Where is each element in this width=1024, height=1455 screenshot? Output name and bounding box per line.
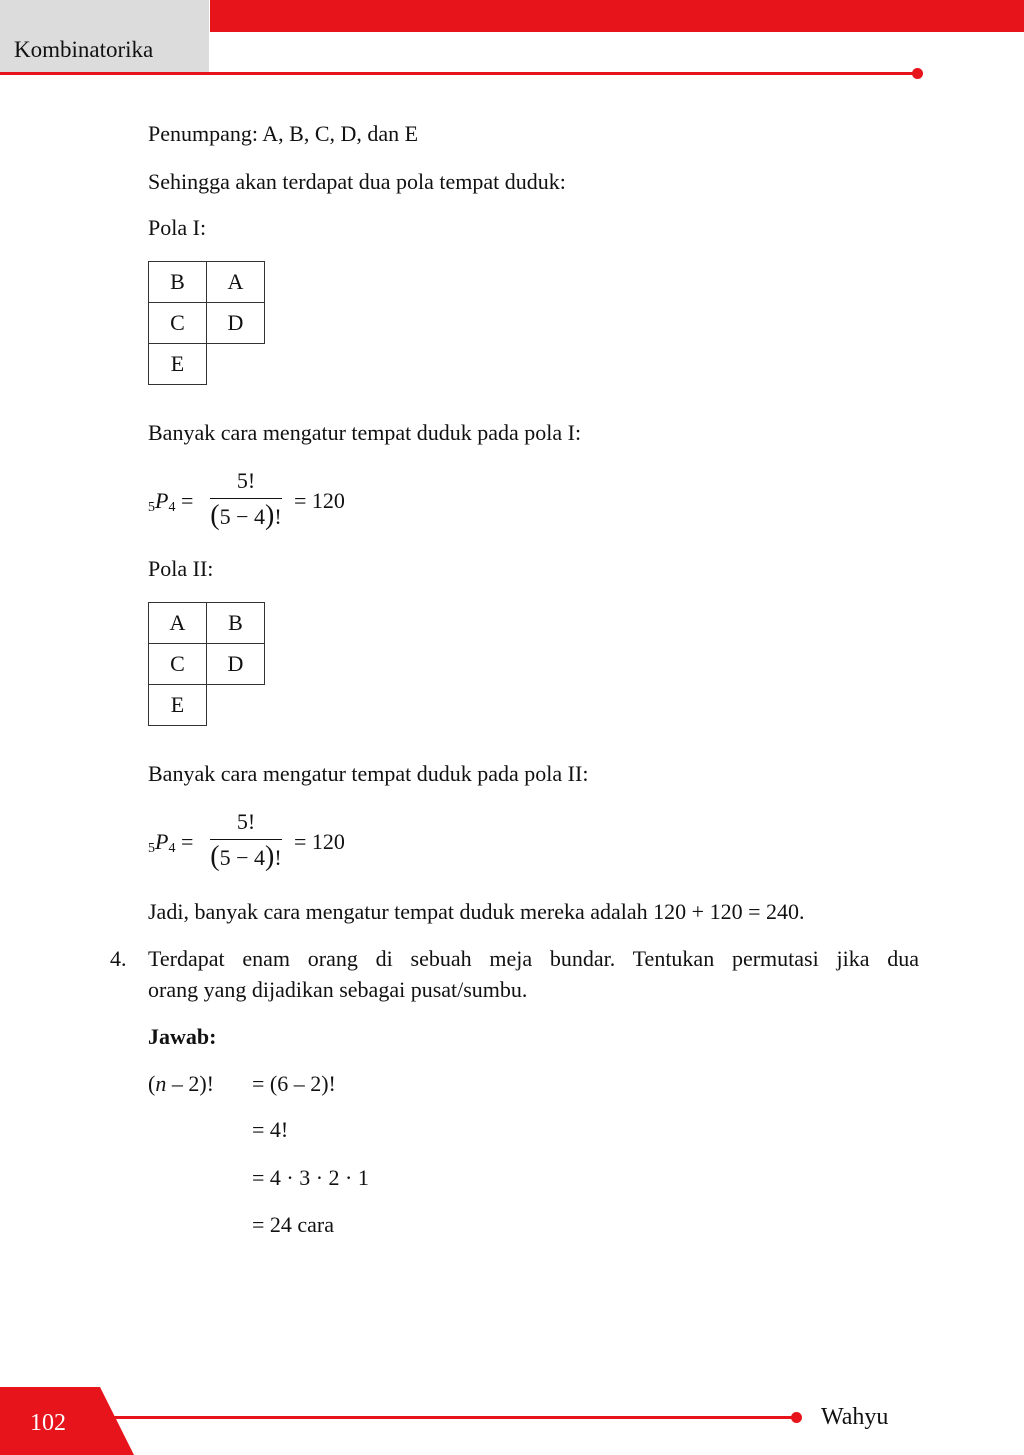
formula-lhs: $_5P_4$ =: [148, 829, 194, 856]
fraction-denominator: (5 − 4)!: [210, 841, 282, 872]
answer-label: Jawab:: [148, 1024, 217, 1049]
chapter-title: Kombinatorika: [14, 37, 154, 62]
pattern-1-formula: [148, 466, 368, 532]
pattern-1-label: Pola I:: [148, 215, 207, 240]
formula-lhs: $_5P_4$ =: [148, 488, 194, 515]
seat-cell: D: [207, 644, 265, 685]
footer-rule: [110, 1416, 800, 1419]
seat-cell: B: [207, 603, 265, 644]
seat-cell: E: [149, 344, 207, 385]
calc-step: = 24 cara: [252, 1212, 335, 1237]
patterns-intro: Sehingga akan terdapat dua pola tempat duduk:: [148, 169, 566, 194]
fraction-denominator: (5 − 4)!: [210, 500, 282, 531]
fraction-numerator: 5!: [236, 468, 256, 493]
pattern-2-label: Pola II:: [148, 556, 214, 581]
passengers-line: Penumpang: A, B, C, D, dan E: [148, 121, 419, 146]
fraction-bar: [210, 498, 282, 499]
formula-result: = 120: [294, 829, 345, 854]
pattern-2-formula: [148, 807, 368, 873]
item-4-question-line-2: orang yang dijadikan sebagai pusat/sumbu.: [148, 977, 528, 1002]
header-rule: [0, 72, 915, 75]
item-4-number: 4.: [110, 946, 127, 971]
header-red-band: [210, 0, 1024, 32]
footer-rule-dot: [791, 1412, 802, 1423]
conclusion-line: Jadi, banyak cara mengatur tempat duduk mereka adalah 120 + 120 = 240.: [148, 899, 805, 924]
fraction-numerator: 5!: [236, 809, 256, 834]
seat-cell: A: [149, 603, 207, 644]
page-number: 102: [30, 1410, 66, 1436]
footer-page-wedge: [0, 1387, 134, 1455]
seat-cell: D: [207, 303, 265, 344]
seat-cell: C: [149, 303, 207, 344]
pattern-2-seat-grid: [148, 602, 265, 726]
empty-cell: [207, 344, 265, 385]
formula-result: = 120: [294, 488, 345, 513]
seat-cell: A: [207, 262, 265, 303]
empty-cell: [207, 685, 265, 726]
formula-fraction: [210, 807, 282, 871]
pattern-1-question: Banyak cara mengatur tempat duduk pada pola I:: [148, 420, 582, 445]
header-rule-dot: [912, 68, 923, 79]
calc-step: = (6 – 2)!: [252, 1071, 336, 1096]
seat-cell: B: [149, 262, 207, 303]
calc-lhs: (n – 2)!: [148, 1071, 214, 1096]
pattern-1-seat-grid: [148, 261, 265, 385]
seat-cell: C: [149, 644, 207, 685]
calc-step: = 4 · 3 · 2 · 1: [252, 1165, 369, 1190]
item-4-question-line-1: Terdapat enam orang di sebuah meja bundar. Tentukan permutasi jika dua: [148, 946, 919, 971]
fraction-bar: [210, 839, 282, 840]
seat-cell: E: [149, 685, 207, 726]
footer-author: Wahyu: [821, 1404, 889, 1430]
calc-step: = 4!: [252, 1117, 289, 1142]
formula-fraction: [210, 466, 282, 530]
pattern-2-question: Banyak cara mengatur tempat duduk pada pola II:: [148, 761, 589, 786]
